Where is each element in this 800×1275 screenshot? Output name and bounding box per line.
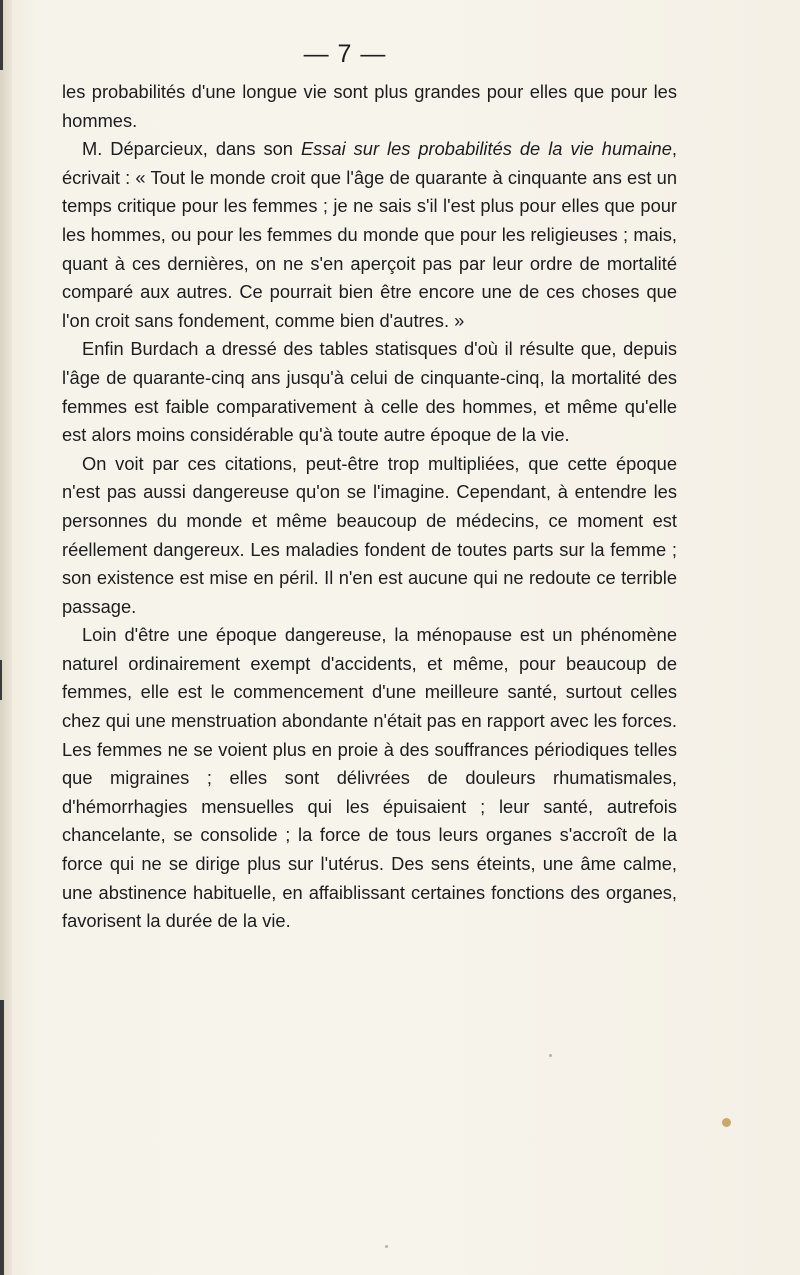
paragraph: Enfin Burdach a dressé des tables statisques d'où il résulte que, depuis l'âge de quarante-cinq ans jusqu'à celui de cinquante-cinq, la mortalité des femmes est faible comparativement à celle des hommes, et même qu'elle est alors moins considérable qu'à toute autre époque de la vie. xyxy=(62,338,677,446)
paper-speck xyxy=(722,1118,731,1127)
book-title: Essai sur les probabilités de la vie humaine xyxy=(300,138,672,160)
body-text xyxy=(62,78,677,936)
paragraph: les probabilités d'une longue vie sont plus grandes pour elles que pour les hommes. xyxy=(62,81,677,131)
paragraph: Loin d'être une époque dangereuse, la ménopause est un phénomène naturel ordinairement exempt d'accidents, et même, pour beaucoup de femmes, elle est le commencement d'une meilleure santé, surtout celles chez qui une menstruation abondante n'était pas en rapport avec les forces. Les femmes ne se voient plus en proie à des souffrances périodiques telles que migraines ; elles sont délivrées de douleurs rhumatismales, d'hémorrhagies mensuelles qui les épuisaient ; leur santé, autrefois chancelante, se consolide ; la force de tous leurs organes s'accroît de la force qui ne se dirige plus sur l'utérus. Des sens éteints, une âme calme, une abstinence habituelle, en affaiblissant certaines fonctions des organes, favorisent la durée de la vie. xyxy=(62,624,677,932)
paragraph-text: M. Déparcieux, dans son xyxy=(82,138,301,160)
binding-shadow xyxy=(0,660,2,700)
paper-speck xyxy=(385,1245,388,1248)
binding-shadow xyxy=(0,1000,4,1275)
paragraph xyxy=(62,135,677,335)
paragraph-text: , écrivait : « Tout le monde croit que l'âge de quarante à cinquante ans est un temps critique pour les femmes ; je ne sais s'il l'est plus pour elles que pour les hommes, ou pour les femmes du monde que pour les religieuses ; mais, quant à ces dernières, on ne s'en aperçoit pas par leur ordre de mortalité comparé aux autres. Ce pourrait bien être encore une de ces choses que l'on croit sans fondement, comme bien d'autres. » xyxy=(62,138,677,331)
paper-speck xyxy=(549,1054,552,1057)
page-number: — 7 — xyxy=(303,40,387,68)
paragraph: On voit par ces citations, peut-être trop multipliées, que cette époque n'est pas aussi dangereuse qu'on se l'imagine. Cependant, à entendre les personnes du monde et même beaucoup de médecins, ce moment est réellement dangereux. Les maladies fondent de toutes parts sur la femme ; son existence est mise en péril. Il n'en est aucune qui ne redoute ce terrible passage. xyxy=(62,452,677,617)
